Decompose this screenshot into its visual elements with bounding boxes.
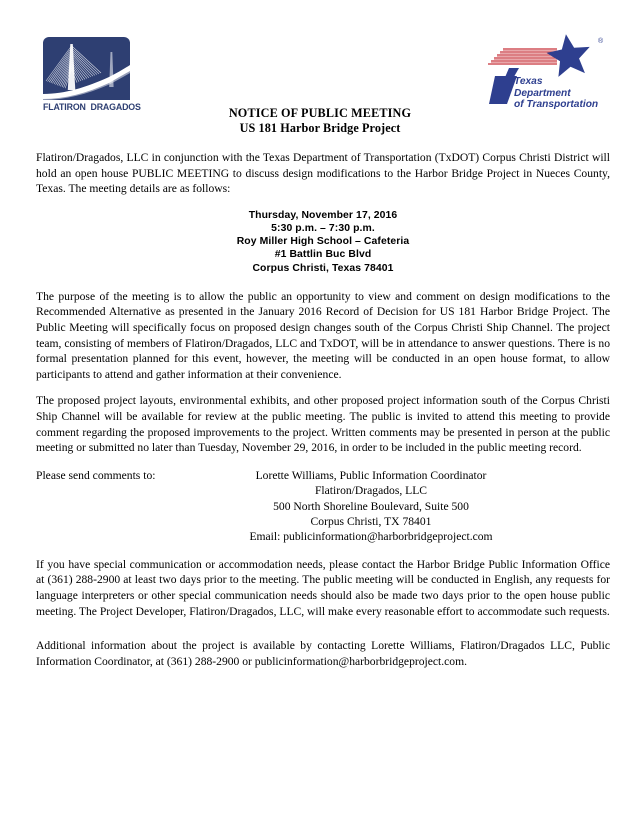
paragraph-purpose: The purpose of the meeting is to allow the public an opportunity to view and comment on design modifications to the Recommended Alternative as presented in the January 2016 Record of Decision for US 181 Harbor Bridge Project. The Public Meeting will specifically focus on proposed design changes south of the Corpus Christi Ship Channel. The project team, consisting of members of Flatiron/Dragados, LLC and TxDOT, will be in attendance to answer questions. There is no formal presentation planned for this event, however, the meeting will be conducted in an open house format, to allow participants to attend and gather information at their convenience.: [36, 289, 610, 381]
meeting-street-address: #1 Battlin Buc Blvd: [274, 249, 372, 261]
txdot-logo: [487, 32, 617, 116]
meeting-date: Thursday, November 17, 2016: [248, 209, 398, 221]
meeting-venue: Roy Miller High School – Cafeteria: [236, 236, 410, 248]
contact-lead-in: Please send comments to:: [36, 468, 156, 482]
paragraph-additional-information: Additional information about the project is available by contacting Lorette Williams, Flatiron/Dragados LLC, Public Information Coordinator, at (361) 288-2900 or publicinformation@harborbridgeproject.com.: [36, 639, 610, 668]
wordmark-dragados: DRAGADOS: [90, 100, 141, 112]
document-body: [36, 150, 610, 680]
meeting-city-state-zip: Corpus Christi, Texas 78401: [252, 262, 394, 274]
page-title: [0, 106, 640, 136]
paragraph-accommodations: If you have special communication or accommodation needs, please contact the Harbor Bridge Public Information Office at (361) 288-2900 at least two days prior to the meeting. The public meeting will be conducted in English, any requests for language interpreters or other special communication needs should also be made two days prior to the open house public meeting. The Project Developer, Flatiron/Dragados, LLC, will make every reasonable effort to accommodate such requests.: [36, 557, 610, 618]
meeting-time: 5:30 p.m. – 7:30 p.m.: [271, 222, 375, 234]
title-project-name: US 181 Harbor Bridge Project: [239, 121, 401, 135]
paragraph-spacer: [36, 630, 610, 638]
contact-name-title: Lorette Williams, Public Information Coordinator: [255, 468, 487, 482]
contact-email: Email: publicinformation@harborbridgeproject.com: [249, 530, 493, 544]
contact-address-lines: [206, 468, 536, 545]
title-notice-of-public-meeting: NOTICE OF PUBLIC MEETING: [228, 106, 412, 120]
registered-trademark-symbol: ®: [598, 38, 604, 45]
contact-city-state-zip: Corpus Christi, TX 78401: [310, 514, 432, 528]
contact-block: [36, 468, 610, 545]
txdot-line-department: Department: [514, 87, 571, 99]
cable-stayed-bridge-icon: [43, 37, 130, 100]
txdot-line-of-transportation: of Transportation: [514, 99, 599, 111]
txdot-line-texas: Texas: [514, 76, 543, 87]
wordmark-flatiron: FLATIRON: [43, 100, 86, 112]
document-header: [0, 0, 640, 112]
meeting-details-block: [36, 209, 610, 275]
paragraph-project-layouts: The proposed project layouts, environmental exhibits, and other proposed project information south of the Corpus Christi Ship Channel will be available for review at the public meeting. The public is invited to attend this meeting to provide comment regarding the proposed improvements to the project. Written comments may be presented in person at the public meeting or submitted no later than Tuesday, November 29, 2016, in order to be included in the public meeting record.: [36, 394, 610, 455]
contact-company: Flatiron/Dragados, LLC: [314, 484, 428, 498]
paragraph-intro: Flatiron/Dragados, LLC in conjunction with the Texas Department of Transportation (TxDOT) Corpus Christi District will hold an open house PUBLIC MEETING to discuss design modifications to the Harbor Bridge Project in Nueces County, Texas. The meeting details are as follows:: [36, 151, 610, 196]
contact-street-address: 500 North Shoreline Boulevard, Suite 500: [273, 499, 469, 513]
